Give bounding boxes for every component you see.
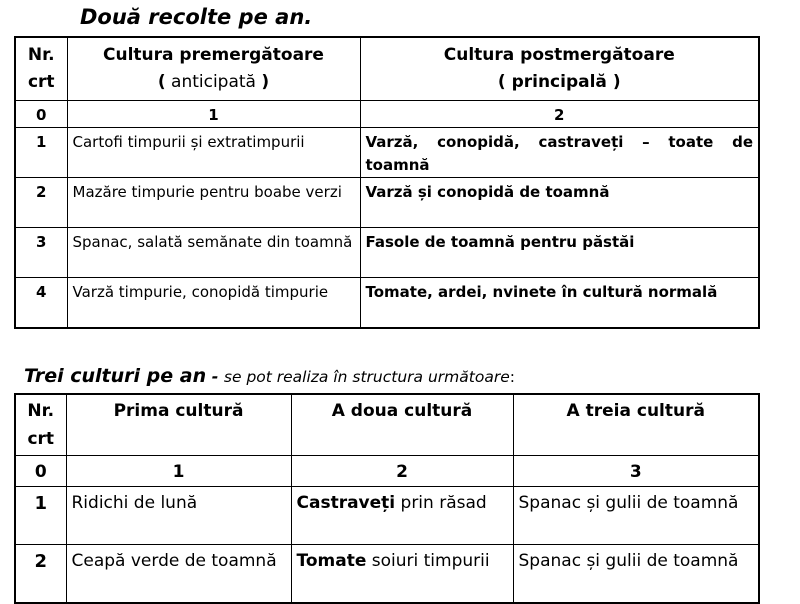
- table-row: [15, 487, 759, 545]
- row-number: 2: [15, 545, 66, 604]
- first-crop-cell: Ceapă verde de toamnă: [66, 545, 291, 604]
- third-crop-cell: Spanac și gulii de toamnă: [513, 487, 759, 545]
- preceding-crop-cell: Cartofi timpurii și extratimpurii: [67, 128, 360, 178]
- nr-crt-header: Nr. crt: [15, 394, 66, 456]
- row-number: 1: [15, 487, 66, 545]
- first-crop-cell: Ridichi de lună: [66, 487, 291, 545]
- section1-title: Două recolte pe an.: [80, 5, 313, 29]
- second-crop-header: A doua cultură: [291, 394, 513, 456]
- index-row: [15, 101, 759, 128]
- second-crop-cell: Tomate soiuri timpurii: [291, 545, 513, 604]
- row-number: 1: [15, 128, 67, 178]
- preceding-crop-cell: Varză timpurie, conopidă timpurie: [67, 278, 360, 329]
- preceding-crop-header: Cultura premergătoare ( anticipată ): [67, 37, 360, 101]
- section2-subtitle: se pot realiza în structura următoare: [223, 368, 510, 386]
- table-row: [15, 178, 759, 228]
- section2-title: [24, 365, 515, 387]
- following-crop-cell: Fasole de toamnă pentru păstăi: [360, 228, 759, 278]
- table-row: [15, 228, 759, 278]
- index-cell: 1: [66, 456, 291, 487]
- table-header-row: [15, 37, 759, 101]
- nr-crt-header: Nr. crt: [15, 37, 67, 101]
- following-crop-cell: Tomate, ardei, nvinete în cultură normală: [360, 278, 759, 329]
- preceding-crop-cell: Spanac, salată semănate din toamnă: [67, 228, 360, 278]
- three-crops-table: [14, 393, 760, 604]
- index-cell: 2: [291, 456, 513, 487]
- index-cell: 0: [15, 101, 67, 128]
- following-crop-header: Cultura postmergătoare ( principală ): [360, 37, 759, 101]
- index-row: [15, 456, 759, 487]
- row-number: 4: [15, 278, 67, 329]
- index-cell: 0: [15, 456, 66, 487]
- index-cell: 2: [360, 101, 759, 128]
- table-row: [15, 545, 759, 604]
- section2-title-main: Trei culturi pe an: [24, 365, 207, 387]
- row-number: 2: [15, 178, 67, 228]
- table-row: [15, 128, 759, 178]
- table-header-row: [15, 394, 759, 456]
- index-cell: 1: [67, 101, 360, 128]
- first-crop-header: Prima cultură: [66, 394, 291, 456]
- second-crop-cell: Castraveți prin răsad: [291, 487, 513, 545]
- third-crop-cell: Spanac și gulii de toamnă: [513, 545, 759, 604]
- index-cell: 3: [513, 456, 759, 487]
- table-row: [15, 278, 759, 329]
- following-crop-cell: Varză și conopidă de toamnă: [360, 178, 759, 228]
- section2-subtitle-colon: :: [509, 368, 515, 386]
- two-harvests-table: [14, 36, 760, 329]
- preceding-crop-cell: Mazăre timpurie pentru boabe verzi: [67, 178, 360, 228]
- third-crop-header: A treia cultură: [513, 394, 759, 456]
- row-number: 3: [15, 228, 67, 278]
- following-crop-cell: Varză, conopidă, castraveți – toate de toamnă: [360, 128, 759, 178]
- section2-title-dash: -: [206, 367, 224, 386]
